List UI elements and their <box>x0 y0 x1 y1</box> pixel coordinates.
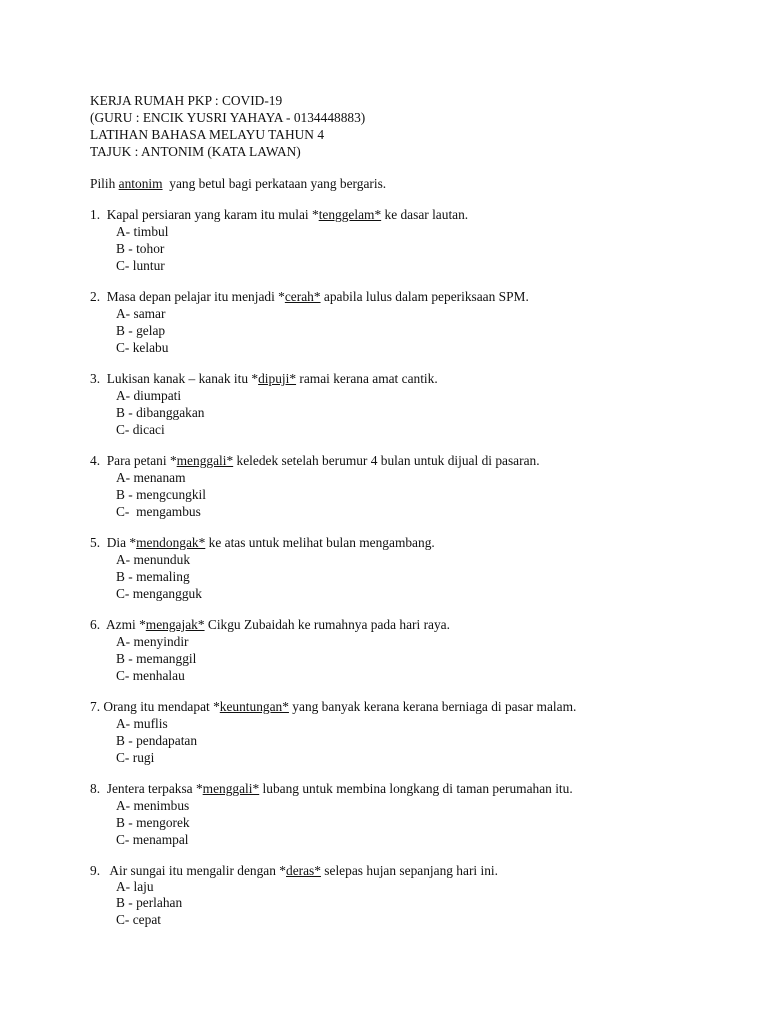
question-text: 5. Dia * <box>90 535 137 550</box>
question-text: 3. Lukisan kanak – kanak itu * <box>90 371 259 386</box>
question-text: 8. Jentera terpaksa * <box>90 781 203 796</box>
question-keyword: tenggelam* <box>318 207 382 222</box>
question-3 <box>90 370 438 387</box>
question-8-option-a: A- menimbus <box>116 798 190 813</box>
question-text: 7. Orang itu mendapat * <box>90 699 220 714</box>
question-text: 1. Kapal persiaran yang karam itu mulai * <box>90 207 319 222</box>
question-text: ke dasar lautan. <box>381 207 469 222</box>
question-4-option-b: B - mengcungkil <box>116 487 207 502</box>
question-6 <box>90 616 450 633</box>
question-5-option-b: B - memaling <box>116 569 190 584</box>
question-5-option-a: A- menunduk <box>116 552 191 567</box>
question-2-option-b: B - gelap <box>116 323 166 338</box>
question-1 <box>90 206 468 223</box>
question-text: ke atas untuk melihat bulan mengambang. <box>205 535 435 550</box>
question-8-option-b: B - mengorek <box>116 815 190 830</box>
header-line-2: (GURU : ENCIK YUSRI YAHAYA - 0134448883) <box>90 110 366 125</box>
header-line-1: KERJA RUMAH PKP : COVID-19 <box>90 93 283 108</box>
question-7 <box>90 698 576 715</box>
question-1-option-c: C- luntur <box>116 258 165 273</box>
question-text: Cikgu Zubaidah ke rumahnya pada hari raya. <box>204 617 450 632</box>
question-1-option-a: A- timbul <box>116 224 169 239</box>
question-text: keledek setelah berumur 4 bulan untuk dijual di pasaran. <box>233 453 540 468</box>
question-1-option-b: B - tohor <box>116 241 165 256</box>
instruction-post: yang betul bagi perkataan yang bergaris. <box>162 176 387 191</box>
instruction-underlined-word: antonim <box>118 176 163 191</box>
question-9-option-b: B - perlahan <box>116 895 183 910</box>
question-2 <box>90 288 529 305</box>
question-6-option-b: B - memanggil <box>116 651 197 666</box>
question-keyword: menggali* <box>202 781 260 796</box>
question-4-option-c: C- mengambus <box>116 504 201 519</box>
question-text: 6. Azmi * <box>90 617 146 632</box>
question-keyword: keuntungan* <box>219 699 289 714</box>
question-9-option-a: A- laju <box>116 879 154 894</box>
header-line-4: TAJUK : ANTONIM (KATA LAWAN) <box>90 144 301 159</box>
question-text: 4. Para petani * <box>90 453 177 468</box>
question-keyword: mendongak* <box>136 535 206 550</box>
question-3-option-c: C- dicaci <box>116 422 165 437</box>
question-7-option-c: C- rugi <box>116 750 155 765</box>
question-keyword: dipuji* <box>258 371 297 386</box>
question-5-option-c: C- mengangguk <box>116 586 202 601</box>
question-6-option-a: A- menyindir <box>116 634 189 649</box>
question-8-option-c: C- menampal <box>116 832 189 847</box>
question-9-option-c: C- cepat <box>116 912 161 927</box>
question-5 <box>90 534 435 551</box>
question-9 <box>90 862 498 879</box>
question-4 <box>90 452 540 469</box>
question-keyword: mengajak* <box>145 617 205 632</box>
question-keyword: cerah* <box>284 289 321 304</box>
question-text: 2. Masa depan pelajar itu menjadi * <box>90 289 285 304</box>
question-text: selepas hujan sepanjang hari ini. <box>320 863 498 878</box>
header-line-3: LATIHAN BAHASA MELAYU TAHUN 4 <box>90 127 325 142</box>
instruction <box>90 175 386 192</box>
question-keyword: deras* <box>286 863 321 878</box>
question-8 <box>90 780 573 797</box>
question-text: apabila lulus dalam peperiksaan SPM. <box>320 289 529 304</box>
instruction-pre: Pilih <box>90 176 119 191</box>
question-6-option-c: C- menhalau <box>116 668 185 683</box>
question-2-option-c: C- kelabu <box>116 340 169 355</box>
question-2-option-a: A- samar <box>116 306 166 321</box>
question-text: ramai kerana amat cantik. <box>296 371 438 386</box>
question-4-option-a: A- menanam <box>116 470 186 485</box>
question-7-option-a: A- muflis <box>116 716 168 731</box>
question-7-option-b: B - pendapatan <box>116 733 198 748</box>
question-keyword: menggali* <box>176 453 234 468</box>
question-text: 9. Air sungai itu mengalir dengan * <box>90 863 286 878</box>
question-3-option-b: B - dibanggakan <box>116 405 205 420</box>
question-text: lubang untuk membina longkang di taman perumahan itu. <box>259 781 573 796</box>
question-3-option-a: A- diumpati <box>116 388 182 403</box>
question-text: yang banyak kerana kerana berniaga di pasar malam. <box>288 699 577 714</box>
